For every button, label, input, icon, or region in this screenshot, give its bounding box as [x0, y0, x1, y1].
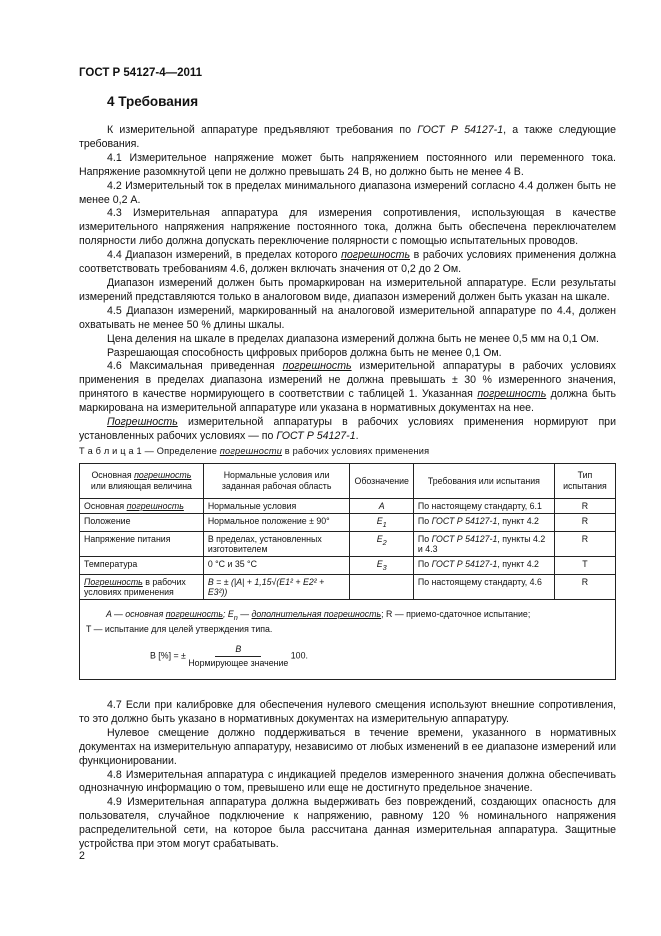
- table-note-row: [80, 599, 616, 680]
- error-formula: B = ± (|A| + 1,15√(E1² + E2² + E3²)): [203, 574, 350, 599]
- requirements-table: [79, 463, 616, 680]
- paragraph-intro: К измерительной аппаратуре предъявляют требования по ГОСТ Р 54127-1, а также следующие требования.: [79, 124, 616, 150]
- body-text-2: [79, 699, 616, 852]
- table-note: A — основная погрешность; $E_n$ — дополнительная погрешность; R — приемо-сдаточное испытание;: [106, 608, 531, 622]
- table-caption: Т а б л и ц а 1 — Определение погрешности в рабочих условиях применения: [79, 446, 430, 456]
- table-row: Температура 0 °C и 35 °C $E_3$ По ГОСТ Р 54127-1, пункт 4.2 T: [80, 556, 616, 574]
- header-requirements: Требования или испытания: [413, 464, 554, 499]
- paragraph-4-6: 4.6 Максимальная приведенная погрешность измерительной аппаратуры в рабочих условиях применения в пределах диапазона измерений не должна превышать ± 30 % измеренного значения, принятого в качестве нормирующего в соответствии с таблицей 1. Указанная погрешность должна быть маркирована на измерительной аппаратуре или указана в нормативных документах на нее.: [79, 360, 616, 415]
- table-note-2: T — испытание для целей утверждения типа.: [86, 624, 273, 635]
- header-test-type: Тип испытания: [554, 464, 615, 499]
- paragraph-4-7-b: Нулевое смещение должно поддерживаться в течение времени, указанного в нормативных документах на измерительную аппаратуру, независимо от любых изменений в ее диапазоне измерений или функционировании.: [79, 726, 616, 767]
- paragraph-4-5-b: Цена деления на шкале в пределах диапазона измерений должна быть не менее 0,5 мм на 0,1 Ом.: [107, 332, 599, 345]
- paragraph-4-9: 4.9 Измерительная аппаратура должна выдерживать без повреждений, создающих опасность для пользователя, случайное подключение к напряжению, равному 120 % номинального напряжения распределительной сети, на которое была рассчитана данная измерительная аппаратура. Защитные устройства при этом могут срабатывать.: [79, 796, 616, 851]
- body-text: [79, 124, 616, 444]
- table-row: Основная погрешность Нормальные условия A По настоящему стандарту, 6.1 R: [80, 499, 616, 514]
- paragraph-4-6-b: Погрешность измерительной аппаратуры в рабочих условиях применения нормируют при установленных рабочих условиях — по ГОСТ Р 54127-1.: [79, 416, 616, 442]
- paragraph-4-4-b: Диапазон измерений должен быть промаркирован на измерительной аппаратуре. Если результаты измерений представляются только в аналоговом виде, диапазон измерений должен быть указан на шкале.: [79, 276, 616, 303]
- paragraph-4-5-c: Разрешающая способность цифровых приборов должна быть не менее 0,1 Ом.: [107, 346, 502, 359]
- table-row: Положение Нормальное положение ± 90° $E_1$ По ГОСТ Р 54127-1, пункт 4.2 R: [80, 514, 616, 532]
- paragraph-4-4: 4.4 Диапазон измерений, в пределах которого погрешность в рабочих условиях применения должна соответствовать требованиям 4.6, должен включать значения от 0,2 до 2 Ом.: [79, 249, 616, 276]
- page-number: 2: [79, 850, 85, 862]
- header-conditions: Нормальные условия или заданная рабочая область: [203, 464, 350, 499]
- header-basic-error: Основная погрешность или влияющая величина: [80, 464, 204, 499]
- table-row: Напряжение питания В пределах, установленных изготовителем $E_2$ По ГОСТ Р 54127-1, пункты 4.2 и 4.3 R: [80, 531, 616, 556]
- section-title: 4 Требования: [107, 94, 199, 109]
- paragraph-4-3: 4.3 Измерительная аппаратура для измерения сопротивления, использующая в качестве измерительного напряжения напряжение постоянного тока, должна быть обеспечена переключателем полярности либо должна допускать переключение полярности с помощью испытательных проводов.: [79, 207, 616, 248]
- header-designation: Обозначение: [350, 464, 413, 499]
- paragraph-4-8: 4.8 Измерительная аппаратура с индикацией пределов измеренного значения должна обеспечивать однозначную информацию о том, превышено или еще не достигнуто предельное значение.: [79, 768, 616, 795]
- document-header: ГОСТ Р 54127-4—2011: [79, 67, 203, 79]
- normalization-formula: B [%] = ± $\frac{B}{\text{Нормирующее значение}}$ 100.: [150, 644, 308, 669]
- paragraph-4-1: 4.1 Измерительное напряжение может быть напряжением постоянного или переменного тока. Напряжение разомкнутой цепи не должно превышать 24 В, но должно быть не менее 4 В.: [79, 151, 616, 178]
- paragraph-4-5: 4.5 Диапазон измерений, маркированный на аналоговой измерительной аппаратуре по 4.4, должен охватывать не менее 50 % длины шкалы.: [79, 304, 616, 331]
- paragraph-4-7: 4.7 Если при калибровке для обеспечения нулевого смещения используют внешние сопротивления, то это должно быть указано в нормативных документах на измерительную аппаратуру.: [79, 699, 616, 725]
- table-row: Погрешность в рабочих условиях применения B = ± (|A| + 1,15√(E1² + E2² + E3²)) По настоящему стандарту, 4.6 R: [80, 574, 616, 599]
- paragraph-4-2: 4.2 Измерительный ток в пределах минимального диапазона измерений согласно 4.4 должен быть не менее 0,2 А.: [79, 179, 616, 206]
- table-header-row: [80, 464, 616, 499]
